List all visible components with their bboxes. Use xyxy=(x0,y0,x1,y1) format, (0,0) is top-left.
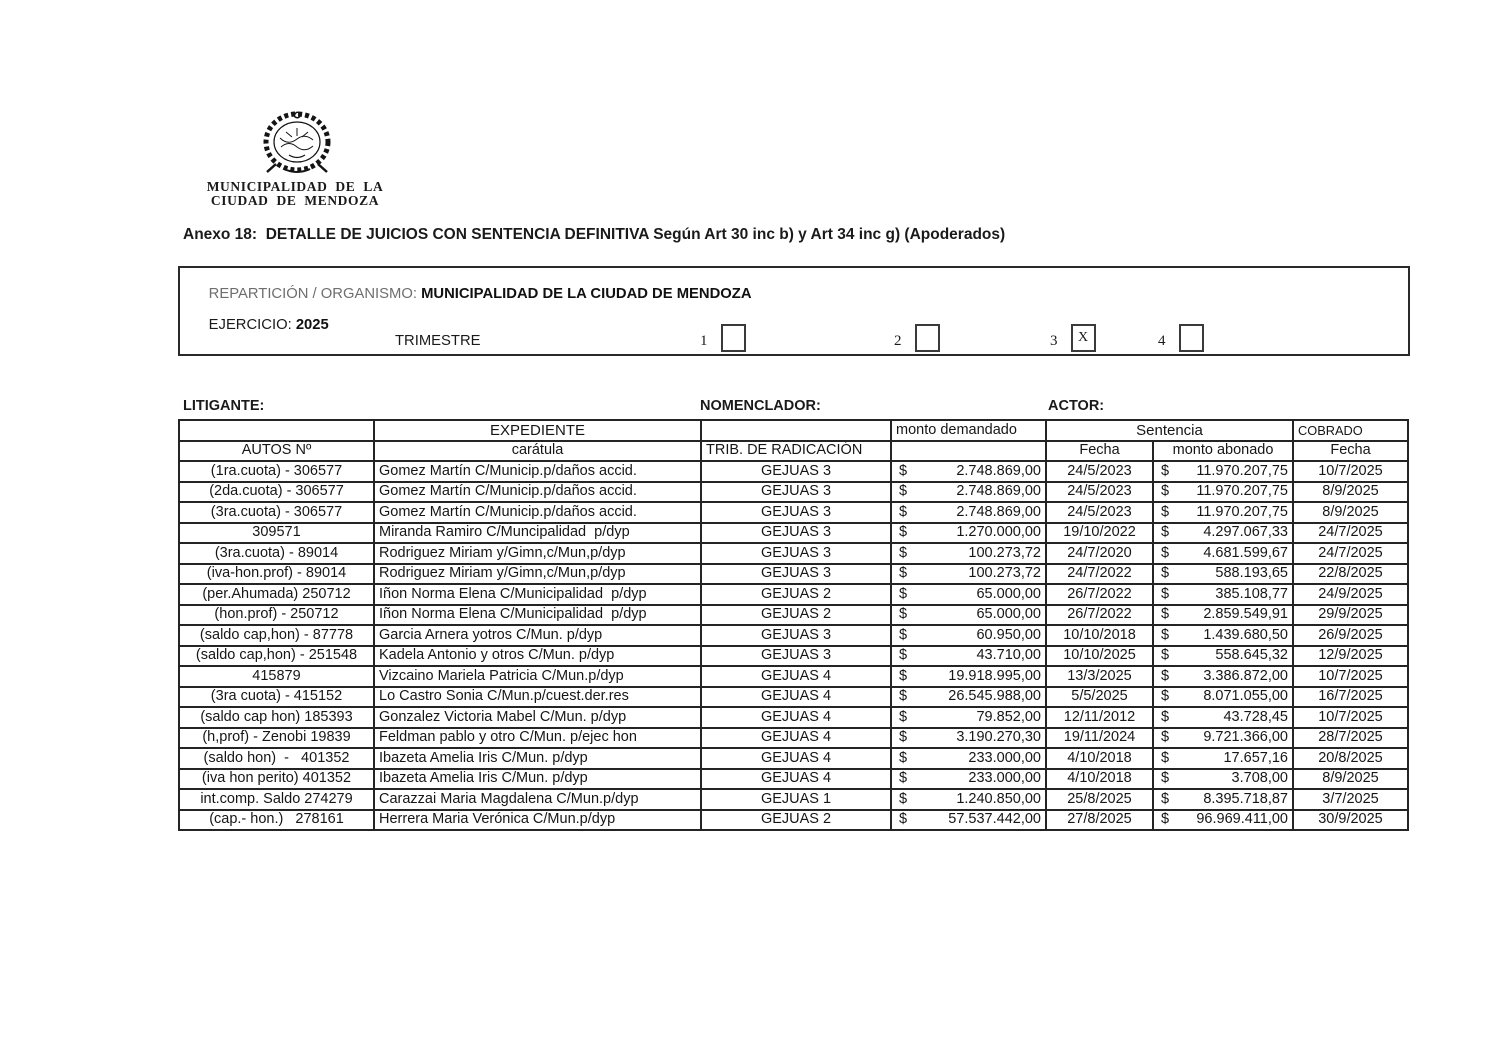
autos-cell: (3ra.cuota) - 89014 xyxy=(179,543,374,564)
caratula-cell: Lo Castro Sonia C/Mun.p/cuest.der.res xyxy=(374,687,701,708)
fecha-sentencia-cell: 19/11/2024 xyxy=(1046,728,1153,749)
fecha-cobrado-cell: 10/7/2025 xyxy=(1293,461,1408,482)
autos-cell: 309571 xyxy=(179,523,374,544)
monto-abonado-cell: $ 17.657,16 xyxy=(1153,748,1293,769)
currency-symbol: $ xyxy=(899,606,908,623)
actor-label: ACTOR: xyxy=(1048,398,1105,414)
monto-abonado-cell: $ 8.395.718,87 xyxy=(1153,789,1293,810)
currency-symbol: $ xyxy=(1161,749,1170,766)
monto-abonado-cell: $ 11.970.207,75 xyxy=(1153,502,1293,523)
table-row xyxy=(179,666,1408,687)
currency-symbol: $ xyxy=(1161,503,1170,520)
table-row xyxy=(179,502,1408,523)
currency-symbol: $ xyxy=(1161,667,1170,684)
monto-abonado-cell: $ 9.721.366,00 xyxy=(1153,728,1293,749)
currency-symbol: $ xyxy=(899,708,908,725)
header-monto-demandado: monto demandado xyxy=(891,420,1046,441)
table-row xyxy=(179,625,1408,646)
monto-demandado-cell: $ 2.748.869,00 xyxy=(891,482,1046,503)
table-row xyxy=(179,810,1408,831)
currency-symbol: $ xyxy=(899,626,908,643)
monto-demandado-cell: $ 60.950,00 xyxy=(891,625,1046,646)
caratula-cell: Gomez Martín C/Municip.p/daños accid. xyxy=(374,502,701,523)
trimestre-4-number: 4 xyxy=(1158,333,1166,349)
autos-cell: (per.Ahumada) 250712 xyxy=(179,584,374,605)
currency-symbol: $ xyxy=(1161,647,1170,664)
caratula-cell: Rodriguez Miriam y/Gimn,c/Mun,p/dyp xyxy=(374,564,701,585)
monto-demandado-cell: $ 1.270.000,00 xyxy=(891,523,1046,544)
ejercicio-line xyxy=(184,301,329,349)
trimestre-3-checkbox[interactable]: X xyxy=(1071,324,1096,352)
currency-symbol: $ xyxy=(899,647,908,664)
table-row xyxy=(179,523,1408,544)
currency-symbol: $ xyxy=(899,729,908,746)
monto-demandado-cell: $ 43.710,00 xyxy=(891,646,1046,667)
monto-demandado-cell: $ 100.273,72 xyxy=(891,543,1046,564)
fecha-sentencia-cell: 26/7/2022 xyxy=(1046,605,1153,626)
header-sentencia: Sentencia xyxy=(1046,420,1293,441)
monto-demandado-cell: $ 57.537.442,00 xyxy=(891,810,1046,831)
monto-abonado-cell: $ 558.645,32 xyxy=(1153,646,1293,667)
fecha-sentencia-cell: 26/7/2022 xyxy=(1046,584,1153,605)
trimestre-3-number: 3 xyxy=(1050,333,1058,349)
caratula-cell: Rodriguez Miriam y/Gimn,c/Mun,p/dyp xyxy=(374,543,701,564)
trib-cell: GEJUAS 1 xyxy=(701,789,891,810)
autos-cell: (iva hon perito) 401352 xyxy=(179,769,374,790)
fecha-sentencia-cell: 13/3/2025 xyxy=(1046,666,1153,687)
fecha-cobrado-cell: 8/9/2025 xyxy=(1293,502,1408,523)
trib-cell: GEJUAS 3 xyxy=(701,482,891,503)
currency-symbol: $ xyxy=(899,688,908,705)
fecha-sentencia-cell: 10/10/2025 xyxy=(1046,646,1153,667)
caratula-cell: Gomez Martín C/Municip.p/daños accid. xyxy=(374,461,701,482)
monto-demandado-cell: $ 26.545.988,00 xyxy=(891,687,1046,708)
fecha-sentencia-cell: 24/7/2020 xyxy=(1046,543,1153,564)
autos-cell: 415879 xyxy=(179,666,374,687)
monto-demandado-cell: $ 79.852,00 xyxy=(891,707,1046,728)
header-row-2 xyxy=(179,441,1408,462)
header-trib: TRIB. DE RADICACIÓN xyxy=(701,441,891,462)
caratula-cell: Ibazeta Amelia Iris C/Mun. p/dyp xyxy=(374,769,701,790)
trimestre-1-number: 1 xyxy=(700,333,708,349)
currency-symbol: $ xyxy=(1161,790,1170,807)
monto-demandado-cell: $ 2.748.869,00 xyxy=(891,502,1046,523)
fecha-cobrado-cell: 22/8/2025 xyxy=(1293,564,1408,585)
currency-symbol: $ xyxy=(1161,544,1170,561)
currency-symbol: $ xyxy=(1161,483,1170,500)
monto-abonado-cell: $ 588.193,65 xyxy=(1153,564,1293,585)
fecha-cobrado-cell: 16/7/2025 xyxy=(1293,687,1408,708)
autos-cell: (saldo cap,hon) - 87778 xyxy=(179,625,374,646)
org-name xyxy=(190,180,400,207)
fecha-cobrado-cell: 30/9/2025 xyxy=(1293,810,1408,831)
trib-cell: GEJUAS 2 xyxy=(701,584,891,605)
monto-abonado-cell: $ 96.969.411,00 xyxy=(1153,810,1293,831)
trib-cell: GEJUAS 4 xyxy=(701,687,891,708)
autos-cell: (saldo hon) - 401352 xyxy=(179,748,374,769)
fecha-sentencia-cell: 27/8/2025 xyxy=(1046,810,1153,831)
table-row xyxy=(179,728,1408,749)
municipal-crest-icon xyxy=(256,106,338,182)
caratula-cell: Miranda Ramiro C/Muncipalidad p/dyp xyxy=(374,523,701,544)
autos-cell: (iva-hon.prof) - 89014 xyxy=(179,564,374,585)
org-name-line2: CIUDAD DE MENDOZA xyxy=(210,192,380,208)
monto-abonado-cell: $ 4.681.599,67 xyxy=(1153,543,1293,564)
trib-cell: GEJUAS 4 xyxy=(701,666,891,687)
monto-abonado-cell: $ 43.728,45 xyxy=(1153,707,1293,728)
autos-cell: (saldo cap hon) 185393 xyxy=(179,707,374,728)
fecha-cobrado-cell: 24/7/2025 xyxy=(1293,543,1408,564)
trimestre-2-number: 2 xyxy=(894,333,902,349)
monto-demandado-cell: $ 2.748.869,00 xyxy=(891,461,1046,482)
juicios-table xyxy=(178,419,1409,831)
table-row xyxy=(179,748,1408,769)
monto-demandado-cell: $ 3.190.270,30 xyxy=(891,728,1046,749)
table-row xyxy=(179,605,1408,626)
trib-cell: GEJUAS 3 xyxy=(701,646,891,667)
trib-cell: GEJUAS 2 xyxy=(701,605,891,626)
nomenclador-label: NOMENCLADOR: xyxy=(700,398,821,414)
fecha-cobrado-cell: 8/9/2025 xyxy=(1293,769,1408,790)
header-fecha-sentencia: Fecha xyxy=(1046,441,1153,462)
reparticion-value: MUNICIPALIDAD DE LA CIUDAD DE MENDOZA xyxy=(421,286,752,302)
header-blank-3 xyxy=(891,441,1046,462)
table-row xyxy=(179,461,1408,482)
fecha-cobrado-cell: 12/9/2025 xyxy=(1293,646,1408,667)
caratula-cell: Gomez Martín C/Municip.p/daños accid. xyxy=(374,482,701,503)
monto-abonado-cell: $ 3.386.872,00 xyxy=(1153,666,1293,687)
caratula-cell: Gonzalez Victoria Mabel C/Mun. p/dyp xyxy=(374,707,701,728)
autos-cell: (1ra.cuota) - 306577 xyxy=(179,461,374,482)
fecha-cobrado-cell: 20/8/2025 xyxy=(1293,748,1408,769)
fecha-sentencia-cell: 19/10/2022 xyxy=(1046,523,1153,544)
trib-cell: GEJUAS 3 xyxy=(701,564,891,585)
trib-cell: GEJUAS 4 xyxy=(701,748,891,769)
ejercicio-label: EJERCICIO: xyxy=(208,317,296,333)
fecha-sentencia-cell: 10/10/2018 xyxy=(1046,625,1153,646)
trib-cell: GEJUAS 3 xyxy=(701,523,891,544)
fecha-sentencia-cell: 5/5/2025 xyxy=(1046,687,1153,708)
trimestre-1-group xyxy=(700,324,746,352)
caratula-cell: Iñon Norma Elena C/Municipalidad p/dyp xyxy=(374,584,701,605)
trib-cell: GEJUAS 2 xyxy=(701,810,891,831)
monto-abonado-cell: $ 385.108,77 xyxy=(1153,584,1293,605)
monto-abonado-cell: $ 1.439.680,50 xyxy=(1153,625,1293,646)
fecha-sentencia-cell: 24/5/2023 xyxy=(1046,461,1153,482)
currency-symbol: $ xyxy=(899,749,908,766)
currency-symbol: $ xyxy=(1161,565,1170,582)
fecha-cobrado-cell: 3/7/2025 xyxy=(1293,789,1408,810)
trimestre-4-group xyxy=(1158,324,1204,352)
table-head xyxy=(179,420,1408,461)
caratula-cell: Feldman pablo y otro C/Mun. p/ejec hon xyxy=(374,728,701,749)
fecha-cobrado-cell: 24/9/2025 xyxy=(1293,584,1408,605)
fecha-cobrado-cell: 8/9/2025 xyxy=(1293,482,1408,503)
currency-symbol: $ xyxy=(899,503,908,520)
header-expediente: EXPEDIENTE xyxy=(374,420,701,441)
monto-demandado-cell: $ 1.240.850,00 xyxy=(891,789,1046,810)
trimestre-1-checkbox[interactable] xyxy=(721,324,746,352)
table-row xyxy=(179,646,1408,667)
caratula-cell: Iñon Norma Elena C/Municipalidad p/dyp xyxy=(374,605,701,626)
currency-symbol: $ xyxy=(1161,708,1170,725)
autos-cell: (hon.prof) - 250712 xyxy=(179,605,374,626)
reparticion-label: REPARTICIÓN / ORGANISMO: xyxy=(208,286,422,302)
header-fecha-cobrado: Fecha xyxy=(1293,441,1408,462)
fecha-sentencia-cell: 4/10/2018 xyxy=(1046,769,1153,790)
fecha-sentencia-cell: 24/5/2023 xyxy=(1046,482,1153,503)
currency-symbol: $ xyxy=(1161,585,1170,602)
autos-cell: (h,prof) - Zenobi 19839 xyxy=(179,728,374,749)
table-body xyxy=(179,461,1408,830)
currency-symbol: $ xyxy=(899,811,908,828)
table-row xyxy=(179,482,1408,503)
currency-symbol: $ xyxy=(1161,688,1170,705)
trib-cell: GEJUAS 4 xyxy=(701,707,891,728)
monto-demandado-cell: $ 233.000,00 xyxy=(891,748,1046,769)
trib-cell: GEJUAS 3 xyxy=(701,461,891,482)
fecha-sentencia-cell: 24/7/2022 xyxy=(1046,564,1153,585)
monto-abonado-cell: $ 2.859.549,91 xyxy=(1153,605,1293,626)
header-monto-abonado: monto abonado xyxy=(1153,441,1293,462)
monto-demandado-cell: $ 65.000,00 xyxy=(891,605,1046,626)
header-blank-1 xyxy=(179,420,374,441)
caratula-cell: Vizcaino Mariela Patricia C/Mun.p/dyp xyxy=(374,666,701,687)
currency-symbol: $ xyxy=(1161,462,1170,479)
trimestre-4-checkbox[interactable] xyxy=(1179,324,1204,352)
monto-abonado-cell: $ 11.970.207,75 xyxy=(1153,482,1293,503)
trib-cell: GEJUAS 3 xyxy=(701,543,891,564)
currency-symbol: $ xyxy=(899,524,908,541)
caratula-cell: Garcia Arnera yotros C/Mun. p/dyp xyxy=(374,625,701,646)
autos-cell: (2da.cuota) - 306577 xyxy=(179,482,374,503)
org-name-line1: MUNICIPALIDAD DE LA xyxy=(206,179,384,194)
currency-symbol: $ xyxy=(899,565,908,582)
currency-symbol: $ xyxy=(1161,811,1170,828)
currency-symbol: $ xyxy=(1161,524,1170,541)
fecha-sentencia-cell: 24/5/2023 xyxy=(1046,502,1153,523)
header-blank-2 xyxy=(701,420,891,441)
caratula-cell: Carazzai Maria Magdalena C/Mun.p/dyp xyxy=(374,789,701,810)
table-row xyxy=(179,687,1408,708)
fecha-cobrado-cell: 28/7/2025 xyxy=(1293,728,1408,749)
fecha-cobrado-cell: 29/9/2025 xyxy=(1293,605,1408,626)
monto-demandado-cell: $ 100.273,72 xyxy=(891,564,1046,585)
trib-cell: GEJUAS 4 xyxy=(701,769,891,790)
currency-symbol: $ xyxy=(1161,606,1170,623)
currency-symbol: $ xyxy=(899,483,908,500)
fecha-sentencia-cell: 25/8/2025 xyxy=(1046,789,1153,810)
table-row xyxy=(179,769,1408,790)
monto-demandado-cell: $ 65.000,00 xyxy=(891,584,1046,605)
currency-symbol: $ xyxy=(899,544,908,561)
caratula-cell: Herrera Maria Verónica C/Mun.p/dyp xyxy=(374,810,701,831)
fecha-cobrado-cell: 10/7/2025 xyxy=(1293,707,1408,728)
currency-symbol: $ xyxy=(899,462,908,479)
fecha-cobrado-cell: 24/7/2025 xyxy=(1293,523,1408,544)
header-row-1 xyxy=(179,420,1408,441)
header-autos: AUTOS Nº xyxy=(179,441,374,462)
caratula-cell: Kadela Antonio y otros C/Mun. p/dyp xyxy=(374,646,701,667)
table-row xyxy=(179,564,1408,585)
currency-symbol: $ xyxy=(899,790,908,807)
fecha-cobrado-cell: 26/9/2025 xyxy=(1293,625,1408,646)
monto-abonado-cell: $ 4.297.067,33 xyxy=(1153,523,1293,544)
header-form-box xyxy=(178,266,1410,356)
table-row xyxy=(179,789,1408,810)
trimestre-2-group xyxy=(894,324,940,352)
currency-symbol: $ xyxy=(1161,626,1170,643)
header-cobrado: COBRADO xyxy=(1293,420,1408,441)
currency-symbol: $ xyxy=(899,667,908,684)
currency-symbol: $ xyxy=(1161,770,1170,787)
fecha-cobrado-cell: 10/7/2025 xyxy=(1293,666,1408,687)
monto-demandado-cell: $ 19.918.995,00 xyxy=(891,666,1046,687)
trib-cell: GEJUAS 3 xyxy=(701,625,891,646)
currency-symbol: $ xyxy=(1161,729,1170,746)
table-row xyxy=(179,543,1408,564)
autos-cell: int.comp. Saldo 274279 xyxy=(179,789,374,810)
trimestre-2-checkbox[interactable] xyxy=(915,324,940,352)
trimestre-3-group xyxy=(1050,324,1096,352)
autos-cell: (3ra.cuota) - 306577 xyxy=(179,502,374,523)
fecha-sentencia-cell: 12/11/2012 xyxy=(1046,707,1153,728)
monto-abonado-cell: $ 11.970.207,75 xyxy=(1153,461,1293,482)
monto-demandado-cell: $ 233.000,00 xyxy=(891,769,1046,790)
table-row xyxy=(179,584,1408,605)
fecha-sentencia-cell: 4/10/2018 xyxy=(1046,748,1153,769)
monto-abonado-cell: $ 3.708,00 xyxy=(1153,769,1293,790)
litigante-label: LITIGANTE: xyxy=(183,398,265,414)
monto-abonado-cell: $ 8.071.055,00 xyxy=(1153,687,1293,708)
header-caratula: carátula xyxy=(374,441,701,462)
ejercicio-value: 2025 xyxy=(295,317,329,333)
autos-cell: (3ra cuota) - 415152 xyxy=(179,687,374,708)
caratula-cell: Ibazeta Amelia Iris C/Mun. p/dyp xyxy=(374,748,701,769)
currency-symbol: $ xyxy=(899,770,908,787)
autos-cell: (saldo cap,hon) - 251548 xyxy=(179,646,374,667)
trimestre-label: TRIMESTRE xyxy=(395,333,481,349)
currency-symbol: $ xyxy=(899,585,908,602)
autos-cell: (cap.- hon.) 278161 xyxy=(179,810,374,831)
document-title: Anexo 18: DETALLE DE JUICIOS CON SENTENCIA DEFINITIVA Según Art 30 inc b) y Art 34 inc g) (Apoderados) xyxy=(183,226,1006,243)
table-row xyxy=(179,707,1408,728)
trib-cell: GEJUAS 3 xyxy=(701,502,891,523)
trib-cell: GEJUAS 4 xyxy=(701,728,891,749)
